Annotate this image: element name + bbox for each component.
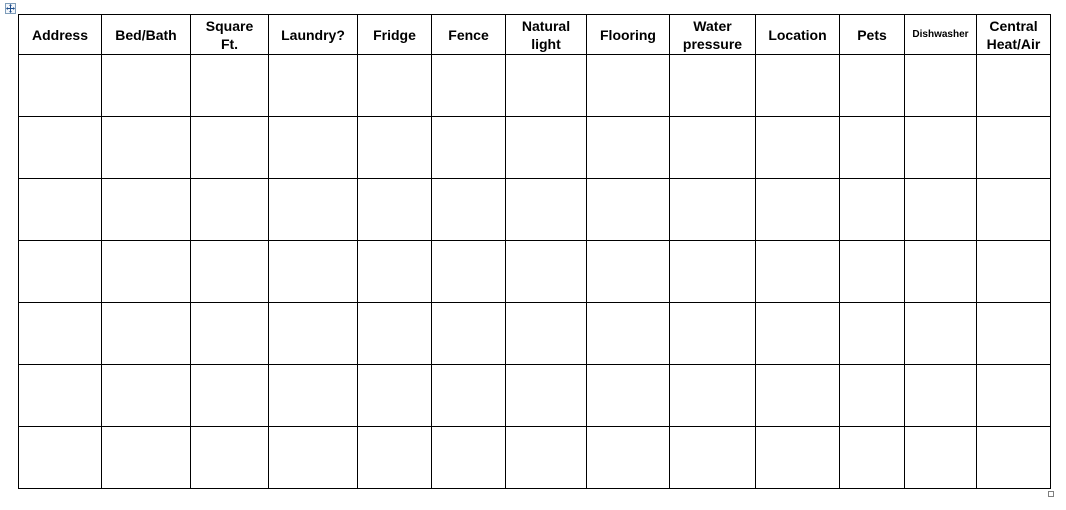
table-cell-location[interactable] [756,241,840,303]
table-cell-natural-light[interactable] [506,117,587,179]
table-cell-bed-bath[interactable] [102,117,191,179]
table-cell-natural-light[interactable] [506,427,587,489]
table-cell-flooring[interactable] [587,55,670,117]
table-row [19,241,1051,303]
table-cell-location[interactable] [756,365,840,427]
table-cell-square-ft[interactable] [191,55,269,117]
table-cell-address[interactable] [19,179,102,241]
table-cell-fence[interactable] [432,55,506,117]
table-cell-fence[interactable] [432,117,506,179]
table-cell-water-pressure[interactable] [670,241,756,303]
table-cell-laundry[interactable] [269,241,358,303]
table-cell-dishwasher[interactable] [905,241,977,303]
table-cell-pets[interactable] [840,427,905,489]
table-cell-dishwasher[interactable] [905,427,977,489]
table-cell-laundry[interactable] [269,427,358,489]
table-cell-pets[interactable] [840,179,905,241]
table-cell-flooring[interactable] [587,179,670,241]
table-cell-fence[interactable] [432,303,506,365]
table-cell-location[interactable] [756,179,840,241]
header-cell-laundry[interactable]: Laundry? [269,15,358,55]
table-cell-address[interactable] [19,117,102,179]
comparison-table [18,14,1051,489]
table-cell-central-heat-air[interactable] [977,365,1051,427]
table-cell-bed-bath[interactable] [102,303,191,365]
table-cell-natural-light[interactable] [506,55,587,117]
table-cell-flooring[interactable] [587,303,670,365]
table-cell-bed-bath[interactable] [102,365,191,427]
table-cell-laundry[interactable] [269,117,358,179]
table-cell-square-ft[interactable] [191,303,269,365]
table-cell-bed-bath[interactable] [102,427,191,489]
table-cell-central-heat-air[interactable] [977,117,1051,179]
table-cell-laundry[interactable] [269,179,358,241]
table-cell-address[interactable] [19,241,102,303]
table-cell-bed-bath[interactable] [102,179,191,241]
table-cell-pets[interactable] [840,365,905,427]
table-cell-location[interactable] [756,303,840,365]
table-row [19,55,1051,117]
table-cell-fridge[interactable] [358,365,432,427]
table-cell-square-ft[interactable] [191,117,269,179]
table-cell-pets[interactable] [840,55,905,117]
table-cell-flooring[interactable] [587,365,670,427]
table-cell-square-ft[interactable] [191,427,269,489]
table-cell-flooring[interactable] [587,241,670,303]
table-cell-address[interactable] [19,55,102,117]
table-cell-central-heat-air[interactable] [977,427,1051,489]
table-cell-water-pressure[interactable] [670,427,756,489]
table-cell-bed-bath[interactable] [102,241,191,303]
table-cell-water-pressure[interactable] [670,117,756,179]
header-cell-pets[interactable]: Pets [840,15,905,55]
table-cell-central-heat-air[interactable] [977,179,1051,241]
header-cell-dishwasher[interactable]: Dishwasher [905,15,977,55]
table-cell-dishwasher[interactable] [905,55,977,117]
table-cell-fridge[interactable] [358,241,432,303]
table-cell-fence[interactable] [432,179,506,241]
table-cell-laundry[interactable] [269,303,358,365]
table-cell-square-ft[interactable] [191,179,269,241]
table-cell-address[interactable] [19,427,102,489]
table-cell-natural-light[interactable] [506,179,587,241]
table-cell-pets[interactable] [840,117,905,179]
table-move-handle-icon[interactable] [5,3,16,14]
table-cell-laundry[interactable] [269,55,358,117]
table-cell-fridge[interactable] [358,427,432,489]
table-cell-fridge[interactable] [358,117,432,179]
table-cell-central-heat-air[interactable] [977,241,1051,303]
header-cell-bed-bath[interactable]: Bed/Bath [102,15,191,55]
table-cell-fridge[interactable] [358,303,432,365]
table-cell-square-ft[interactable] [191,241,269,303]
table-row [19,427,1051,489]
table-cell-water-pressure[interactable] [670,303,756,365]
table-cell-natural-light[interactable] [506,303,587,365]
table-cell-laundry[interactable] [269,365,358,427]
table-cell-water-pressure[interactable] [670,179,756,241]
header-cell-water-pressure[interactable]: Water pressure [670,15,756,55]
table-cell-location[interactable] [756,427,840,489]
table-cell-central-heat-air[interactable] [977,55,1051,117]
table-cell-location[interactable] [756,55,840,117]
table-cell-water-pressure[interactable] [670,55,756,117]
table-cell-water-pressure[interactable] [670,365,756,427]
table-cell-natural-light[interactable] [506,365,587,427]
table-cell-pets[interactable] [840,303,905,365]
table-cell-natural-light[interactable] [506,241,587,303]
table-cell-pets[interactable] [840,241,905,303]
header-cell-natural-light[interactable]: Natural light [506,15,587,55]
table-cell-address[interactable] [19,365,102,427]
table-cell-central-heat-air[interactable] [977,303,1051,365]
table-body [19,55,1051,489]
table-cell-fridge[interactable] [358,179,432,241]
table-cell-dishwasher[interactable] [905,179,977,241]
header-cell-flooring[interactable]: Flooring [587,15,670,55]
header-cell-central-heat-air[interactable]: Central Heat/Air [977,15,1051,55]
table-resize-handle-icon[interactable] [1048,491,1054,497]
table-cell-bed-bath[interactable] [102,55,191,117]
header-row [19,15,1051,55]
table-cell-flooring[interactable] [587,427,670,489]
header-cell-square-ft[interactable]: Square Ft. [191,15,269,55]
header-cell-fridge[interactable]: Fridge [358,15,432,55]
table-cell-dishwasher[interactable] [905,365,977,427]
table-cell-dishwasher[interactable] [905,117,977,179]
table-cell-dishwasher[interactable] [905,303,977,365]
table-cell-fence[interactable] [432,365,506,427]
header-cell-address[interactable]: Address [19,15,102,55]
table-cell-fence[interactable] [432,427,506,489]
table-cell-square-ft[interactable] [191,365,269,427]
table-cell-fence[interactable] [432,241,506,303]
table-row [19,117,1051,179]
table-cell-address[interactable] [19,303,102,365]
header-cell-fence[interactable]: Fence [432,15,506,55]
table-cell-flooring[interactable] [587,117,670,179]
table-cell-fridge[interactable] [358,55,432,117]
table-row [19,179,1051,241]
table-row [19,303,1051,365]
table-row [19,365,1051,427]
header-cell-location[interactable]: Location [756,15,840,55]
table-cell-location[interactable] [756,117,840,179]
